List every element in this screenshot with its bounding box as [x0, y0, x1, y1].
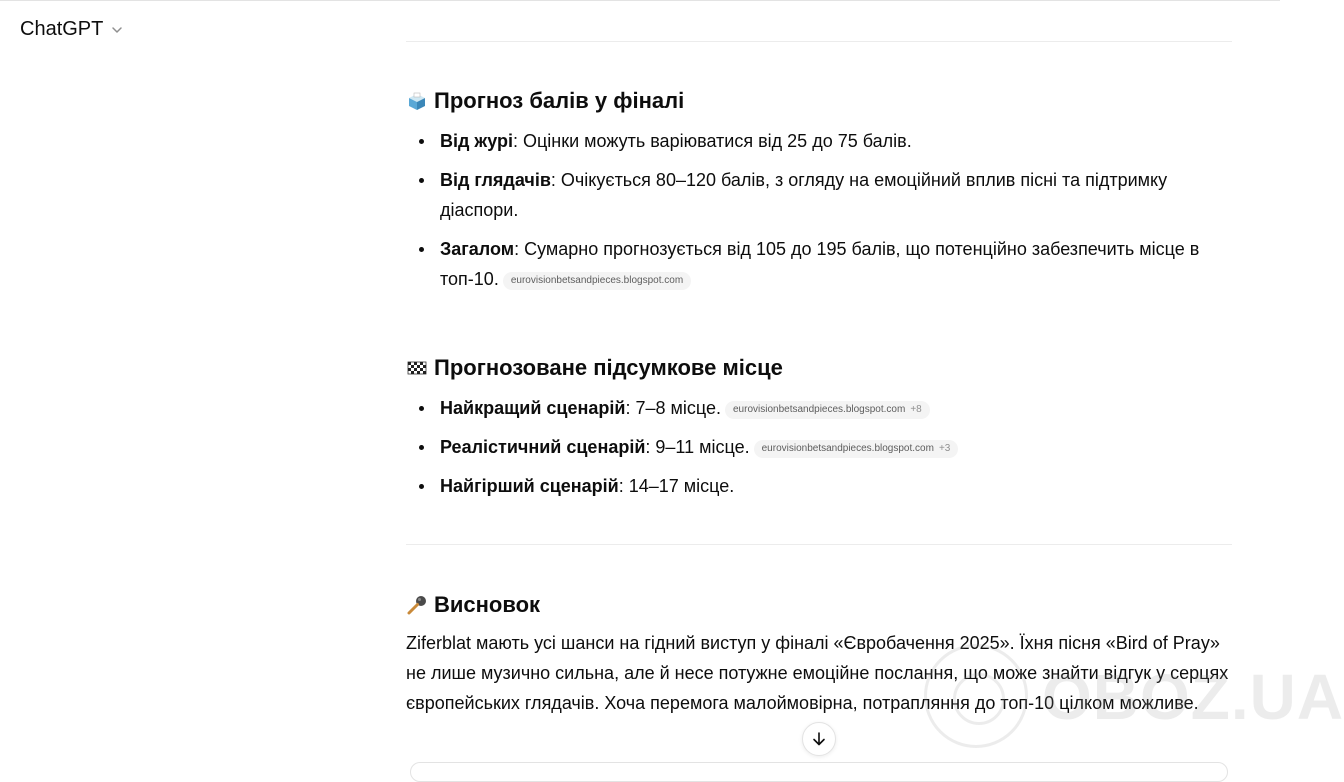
section-divider [406, 544, 1232, 545]
section-divider [406, 41, 1232, 42]
citation-source: eurovisionbetsandpieces.blogspot.com [510, 275, 684, 286]
score-forecast-section [406, 86, 1232, 303]
conclusion-text: Ziferblat мають усі шанси на гідний виступ у фіналі «Євробачення 2025». Їхня пісня «Bird of Pray» не лише музично сильна, але й несе потужне емоційне послання, що може знайти відгук у серцях європейських глядачів. Хоча перемога малоймовірна, потрапляння до топ-10 цілком можливе. [406, 633, 1229, 713]
list-item [406, 126, 1232, 156]
model-switcher[interactable] [20, 18, 123, 41]
watermark-text: OBOZ.UA [1042, 661, 1344, 733]
citation-more-count: +8 [910, 404, 922, 415]
top-border [0, 0, 1280, 1]
item-text: : Сумарно прогнозується від 105 до 195 балів, що потенційно забезпечить місце в топ-10. [440, 239, 1200, 289]
arrow-down-icon [811, 731, 827, 747]
section-heading [406, 353, 1232, 383]
chevron-down-icon [111, 24, 123, 36]
item-label: Від глядачів [440, 170, 551, 190]
citation-more-count: +3 [938, 443, 951, 454]
section-heading [406, 590, 1232, 620]
item-label: Реалістичний сценарій [440, 437, 646, 457]
list-item [406, 432, 1232, 462]
final-place-section [406, 353, 1232, 510]
item-label: Найкращий сценарій [440, 398, 626, 418]
citation-chip[interactable] [725, 401, 930, 419]
list-item [406, 393, 1232, 423]
item-label: Загалом [440, 239, 515, 259]
conclusion-section [406, 590, 1232, 718]
item-text: : 14–17 місце. [618, 476, 735, 496]
list-item [406, 471, 1232, 501]
citation-source: eurovisionbetsandpieces.blogspot.com [761, 443, 934, 454]
citation-chip[interactable] [754, 440, 959, 458]
score-forecast-list [406, 126, 1232, 294]
item-label: Найгірший сценарій [440, 476, 619, 496]
item-text: : Очікується 80–120 балів, з огляду на емоційний вплив пісні та підтримку діаспори. [440, 170, 1168, 220]
scroll-to-bottom-button[interactable] [802, 722, 836, 756]
model-name: ChatGPT [20, 18, 104, 40]
list-item [406, 234, 1232, 294]
citation-source: eurovisionbetsandpieces.blogspot.com [732, 404, 906, 415]
message-composer[interactable] [410, 762, 1228, 782]
section-title: Прогноз балів у фіналі [434, 88, 685, 113]
ballot-box-icon [406, 90, 428, 112]
section-title: Висновок [434, 592, 541, 617]
item-label: Від журі [440, 131, 513, 151]
citation-chip[interactable] [503, 272, 691, 290]
item-text: : 9–11 місце. [645, 437, 750, 457]
item-text: : 7–8 місце. [625, 398, 721, 418]
checkered-flag-icon [406, 357, 428, 379]
item-text: : Оцінки можуть варіюватися від 25 до 75 балів. [512, 131, 912, 151]
list-item [406, 165, 1232, 225]
microphone-icon [406, 594, 428, 616]
section-title: Прогнозоване підсумкове місце [434, 355, 783, 380]
section-heading [406, 86, 1232, 116]
final-place-list [406, 393, 1232, 501]
